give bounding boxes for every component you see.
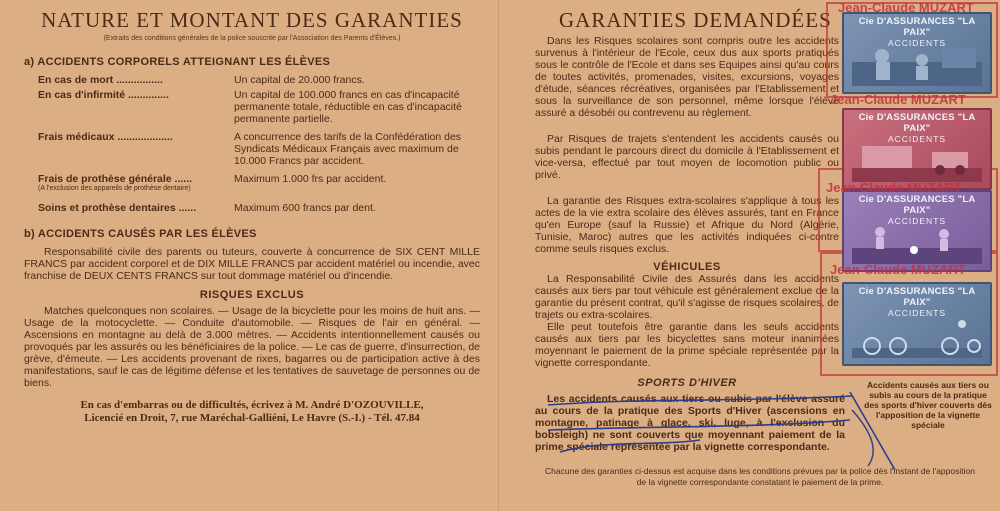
row-value: Un capital de 20.000 francs. [234, 74, 365, 86]
red-name-stamp: Jean-Claude MUZART [838, 0, 974, 15]
footer-line-1: En cas d'embarras ou de difficultés, écrivez à M. André D'OZOUVILLE, [80, 399, 424, 411]
vehicules-heading: VÉHICULES [653, 261, 721, 273]
row-label: En cas d'infirmité .............. [38, 89, 169, 101]
p-vehicules-2: Elle peut toutefois être garantie dans les seuls accidents causés aux tiers par les bicyclettes sans moteur inanimées moyennant le paiement de la prime spéciale représentée par la vignette correspondante. [535, 321, 839, 369]
row-label: Soins et prothèse dentaires ...... [38, 202, 197, 214]
row-label: Frais de prothèse générale ...... [38, 173, 193, 185]
row-value: Maximum 600 francs par dent. [234, 202, 376, 214]
stamp-type: ACCIDENTS [887, 216, 947, 226]
row-label: Frais médicaux ................... [38, 131, 173, 143]
p-vehicules-1: La Responsabilité Civile des Assurés dans les accidents causés aux tiers par tout véhicule est généralement exclue de la garantie du présent contrat, qu'il s'agisse de risques scolaires, de trajets ou extra-scolaires. [535, 273, 839, 321]
bottom-note: Chacune des garanties ci-dessus est acquise dans les conditions prévues par la police dès l'instant de l'apposition de la vignette correspondante constatant le paiement de la prime. [545, 466, 975, 487]
row-value: Maximum 1.000 frs par accident. [234, 173, 387, 185]
left-subtitle: (Extraits des conditions générales de la police souscrite par l'Association des Parents d'Élèves.) [103, 35, 401, 42]
red-name-stamp: Jean-Claude MUZART [826, 180, 962, 195]
winter-sports-note: Accidents causés aux tiers ou subis au cours de la pratique des sports d'hiver couverts dès l'apposition de la vignette spéciale [864, 380, 992, 430]
p-sports-hiver: Les accidents causés aux tiers ou subis par l'élève assuré au cours de la pratique des Sports d'Hiver (ascensions en montagne, patinage à glace, ski, luge, à l'exclusion du bobsleigh) ne sont couverts que moyennant paiement de la prime spéciale représentée par la vignette correspondante. [535, 393, 845, 453]
stamp-type: ACCIDENTS [887, 38, 947, 48]
risques-heading: RISQUES EXCLUS [199, 289, 305, 301]
stamp-company: Cie D'ASSURANCES "LA PAIX" [858, 286, 976, 308]
stamp-type: ACCIDENTS [887, 134, 947, 144]
footer-line-2: Licencié en Droit, 7, rue Maréchal-Galliéni, Le Havre (S.-I.) - Tél. 47.84 [84, 412, 420, 424]
section-b-heading: b) ACCIDENTS CAUSÉS PAR LES ÉLÈVES [24, 228, 257, 240]
p-risques-trajets: Par Risques de trajets s'entendent les accidents causés ou subis pendant le parcours direct du domicile à l'Etablissement et vice-versa, effectué par tout moyen de locomotion public ou privé. [535, 133, 839, 181]
right-title: GARANTIES DEMANDÉES [559, 8, 832, 32]
stamp-company: Cie D'ASSURANCES "LA PAIX" [858, 16, 976, 38]
row-label: En cas de mort ................ [38, 74, 163, 86]
red-name-stamp: Jean-Claude MUZART [830, 262, 966, 277]
row-value: A concurrence des tarifs de la Confédération des Syndicats Médicaux Français avec maximum de 10.000 Francs par accident. [234, 131, 462, 167]
stamp-company: Cie D'ASSURANCES "LA PAIX" [858, 194, 976, 216]
row-value: Un capital de 100.000 francs en cas d'incapacité permanente totale, réductible en cas d'incapacité permanente partielle. [234, 89, 462, 125]
left-title: NATURE ET MONTANT DES GARANTIES [41, 8, 463, 32]
risques-text: Matches quelconques non scolaires. — Usage de la bicyclette pour les moins de huit ans. — Usage de la motocyclette. — Conduite d'automobile. — Risques de l'air en général. — Ascensions en montagne au delà de 3.000 mètres. — Accidents intentionnellement causés ou provoqués par les assurés ou les bénéficiaires de la police. — Le cas de guerre, d'insurrection, de grève, d'émeute. — Les accidents provenant de rixes, bagarres ou de participation active à des manifestations, sauf le cas de légitime défense et les tentatives de sauvetage de personnes ou de biens. [24, 305, 480, 389]
section-b-text: Responsabilité civile des parents ou tuteurs, couverte à concurrence de SIX CENT MILLE FRANCS par accident corporel et de DIX MILLE FRANCS par accident matériel ou incendie, avec franchise de DEUX CENTS FRANCS sur tout dommage matériel ou d'incendie. [24, 246, 480, 282]
stamp-company: Cie D'ASSURANCES "LA PAIX" [858, 112, 976, 134]
section-a-heading: a) ACCIDENTS CORPORELS ATTEIGNANT LES ÉLÈVES [24, 56, 331, 68]
row-note: (A l'exclusion des appareils de prothèse dentaire) [38, 185, 191, 192]
p-extra-scolaires: La garantie des Risques extra-scolaires s'applique à tous les actes de la vie extra scolaire des élèves assurés, tant en France qu'en Europe (sauf la Russie) et Afrique du Nord (Algérie, Tunisie, Maroc) autres que les activités indiquées ci-contre comme seuls risques exclus. [535, 195, 839, 255]
p-risques-scolaires: Dans les Risques scolaires sont compris outre les accidents survenus à l'intérieur de l'Ecole, ceux dus aux sports pratiqués sous le contrôle de l'Ecole et dans ses Equipes ainsi qu'au cours de toutes activités, promenades, visites, excursions, voyages d'étude, séances récréatives, organisées par l'Etablissement et sous la surveillance de son personnel, même lorsque l'élève assuré a désobéi ou contrevenu au règlement. [535, 35, 839, 119]
stamp-type: ACCIDENTS [887, 308, 947, 318]
hiver-heading: SPORTS D'HIVER [637, 377, 737, 389]
red-name-stamp: Jean-Claude MUZART [830, 92, 966, 107]
